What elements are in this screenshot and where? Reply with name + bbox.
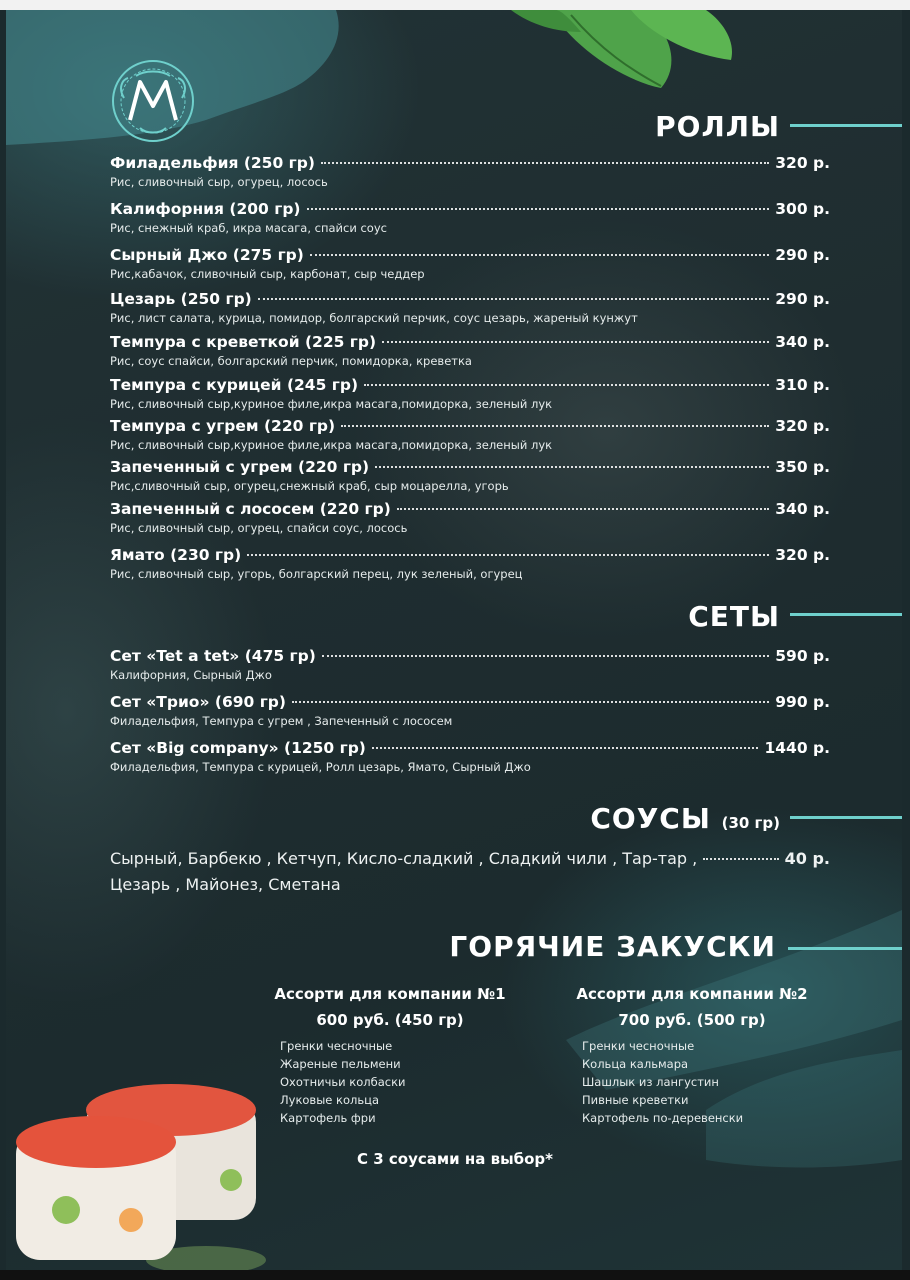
menu-item: [110, 458, 830, 493]
dot-leader: [247, 554, 769, 556]
dot-leader: [397, 508, 769, 510]
item-description: Рис, снежный краб, икра масага, спайси соус: [110, 221, 387, 235]
section-title-sets: СЕТЫ: [688, 600, 780, 633]
item-description: Филадельфия, Темпура с угрем , Запеченный с лососем: [110, 714, 453, 728]
item-name: Темпура с курицей (245 гр): [110, 376, 359, 394]
menu-item: [110, 333, 830, 368]
combo-price: 700 руб. (500 гр): [618, 1011, 766, 1029]
sauces-price: 40 р.: [784, 849, 830, 868]
menu-item: [110, 500, 830, 535]
sauces-weight: (30 гр): [721, 814, 780, 832]
list-item: Картофель фри: [280, 1111, 376, 1125]
dot-leader: [307, 208, 770, 210]
menu-item: [110, 693, 830, 728]
list-item: Гренки чесночные: [582, 1039, 695, 1053]
menu-item: [110, 647, 830, 682]
section-line-hot-snacks: [788, 947, 902, 950]
item-name: Запеченный с угрем (220 гр): [110, 458, 370, 476]
item-price: 290 р.: [775, 290, 830, 308]
item-price: 290 р.: [775, 246, 830, 264]
item-name: Ямато (230 гр): [110, 546, 242, 564]
dot-leader: [341, 425, 769, 427]
menu-page: [6, 10, 902, 1270]
section-title-sauces: [590, 802, 780, 835]
sauces-line-2: Цезарь , Майонез, Сметана: [110, 875, 341, 894]
item-name: Сет «Tet a tet» (475 гр): [110, 647, 316, 665]
item-price: 1440 р.: [764, 739, 830, 757]
list-item: Пивные креветки: [582, 1093, 689, 1107]
item-description: Рис, сливочный сыр,куриное филе,икра масага,помидорка, зеленый лук: [110, 397, 553, 411]
combo-price: 600 руб. (450 гр): [316, 1011, 464, 1029]
list-item: Охотничьи колбаски: [280, 1075, 406, 1089]
item-description: Рис, сливочный сыр, огурец, спайси соус, лосось: [110, 521, 408, 535]
section-line-rolls: [790, 124, 902, 127]
combo-items: [562, 1037, 822, 1127]
item-price: 320 р.: [775, 417, 830, 435]
sushi-rolls-icon: [6, 1070, 276, 1270]
bottom-frame-edge: [0, 1270, 910, 1280]
item-name: Сет «Big company» (1250 гр): [110, 739, 366, 757]
top-frame-edge: [0, 0, 910, 10]
list-item: Гренки чесночные: [280, 1039, 393, 1053]
menu-item: [110, 154, 830, 189]
menu-item: [110, 739, 830, 774]
sauces-list: [110, 846, 830, 898]
item-name: Запеченный с лососем (220 гр): [110, 500, 391, 518]
dot-leader: [321, 162, 769, 164]
list-item: Жареные пельмени: [280, 1057, 401, 1071]
item-price: 590 р.: [775, 647, 830, 665]
item-description: Рис, сливочный сыр, огурец, лосось: [110, 175, 328, 189]
dot-leader: [372, 747, 759, 749]
sauces-footnote: С 3 соусами на выбор*: [357, 1150, 553, 1168]
dot-leader: [364, 384, 769, 386]
dot-leader: [322, 655, 769, 657]
sauces-line-1: Сырный, Барбекю , Кетчуп, Кисло-сладкий , Сладкий чили , Тар-тар ,: [110, 849, 698, 868]
list-item: Картофель по-деревенски: [582, 1111, 744, 1125]
item-description: Рис, соус спайси, болгарский перчик, помидорка, креветка: [110, 354, 472, 368]
dot-leader: [258, 298, 770, 300]
ornamental-m-logo-icon: [110, 58, 196, 144]
list-item: Кольца кальмара: [582, 1057, 689, 1071]
dot-leader: [375, 466, 769, 468]
item-name: Филадельфия (250 гр): [110, 154, 315, 172]
list-item: Шашлык из лангустин: [582, 1075, 719, 1089]
dot-leader: [310, 254, 769, 256]
item-price: 990 р.: [775, 693, 830, 711]
section-title-rolls: РОЛЛЫ: [655, 110, 780, 143]
item-description: Филадельфия, Темпура с курицей, Ролл цезарь, Ямато, Сырный Джо: [110, 760, 531, 774]
item-name: Темпура с угрем (220 гр): [110, 417, 336, 435]
menu-item: [110, 200, 830, 235]
combo-2: [562, 985, 822, 1127]
item-price: 310 р.: [775, 376, 830, 394]
item-price: 340 р.: [775, 500, 830, 518]
item-price: 320 р.: [775, 154, 830, 172]
item-description: Рис, сливочный сыр,куриное филе,икра масага,помидорка, зеленый лук: [110, 438, 553, 452]
section-title-hot-snacks: ГОРЯЧИЕ ЗАКУСКИ: [449, 930, 776, 963]
item-description: Рис,сливочный сыр, огурец,снежный краб, сыр моцарелла, угорь: [110, 479, 509, 493]
sauces-title-text: СОУСЫ: [590, 802, 711, 835]
item-name: Цезарь (250 гр): [110, 290, 252, 308]
item-description: Калифорния, Сырный Джо: [110, 668, 272, 682]
dot-leader: [292, 701, 769, 703]
combo-1: [260, 985, 520, 1127]
combo-title: Ассорти для компании №1: [274, 985, 506, 1003]
item-price: 320 р.: [775, 546, 830, 564]
item-price: 350 р.: [775, 458, 830, 476]
item-price: 300 р.: [775, 200, 830, 218]
combo-title: Ассорти для компании №2: [576, 985, 808, 1003]
section-line-sauces: [790, 816, 902, 819]
menu-item: [110, 417, 830, 452]
list-item: Луковые кольца: [280, 1093, 380, 1107]
item-name: Сет «Трио» (690 гр): [110, 693, 286, 711]
item-name: Темпура с креветкой (225 гр): [110, 333, 377, 351]
item-description: Рис, лист салата, курица, помидор, болгарский перчик, соус цезарь, жареный кунжут: [110, 311, 638, 325]
section-line-sets: [790, 613, 902, 616]
dot-leader: [703, 858, 778, 860]
item-name: Сырный Джо (275 гр): [110, 246, 304, 264]
item-description: Рис,кабачок, сливочный сыр, карбонат, сыр чеддер: [110, 267, 425, 281]
menu-item: [110, 376, 830, 411]
item-name: Калифорния (200 гр): [110, 200, 301, 218]
combo-items: [260, 1037, 520, 1127]
item-description: Рис, сливочный сыр, угорь, болгарский перец, лук зеленый, огурец: [110, 567, 523, 581]
dot-leader: [382, 341, 769, 343]
menu-item: [110, 546, 830, 581]
item-price: 340 р.: [775, 333, 830, 351]
basil-leaf-icon: [511, 10, 741, 100]
menu-item: [110, 290, 830, 325]
menu-item: [110, 246, 830, 281]
